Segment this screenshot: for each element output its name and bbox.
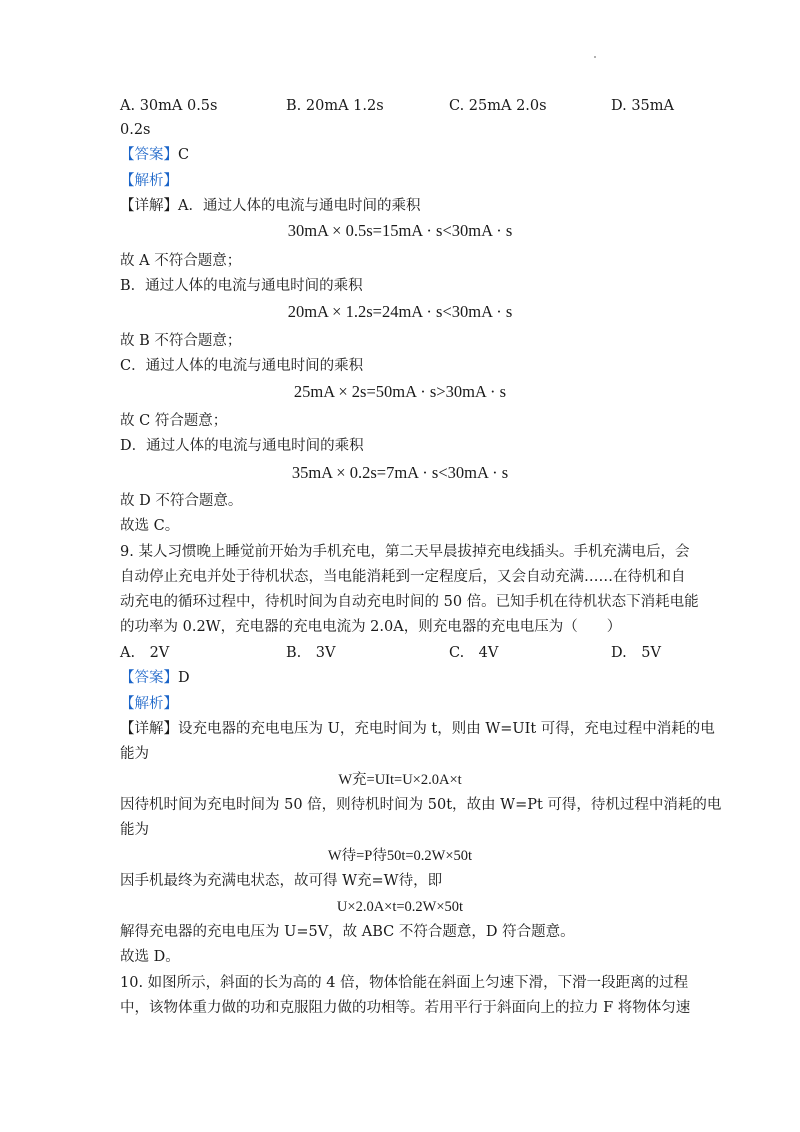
q9-detail xyxy=(120,719,715,739)
q8-conclusion-d: 故 D 不符合题意。 xyxy=(120,493,243,509)
q9-answer xyxy=(120,668,190,688)
q10-stem-line: 10. 如图所示，斜面的长为高的 4 倍，物体恰能在斜面上匀速下滑，下滑一段距离的过程 xyxy=(120,975,689,991)
page-mark xyxy=(594,56,596,58)
q9-detail-line: 能为 xyxy=(120,822,149,838)
detail-text: 设充电器的充电电压为 U，充电时间为 t，则由 W=UIt 可得，充电过程中消耗的电 xyxy=(178,721,715,737)
q8-option-d: D. 35mA xyxy=(611,98,674,114)
q8-option-a: A. 30mA 0.5s xyxy=(120,98,218,114)
q8-conclusion-c: 故 C 符合题意； xyxy=(120,413,228,429)
detail-tag: 【详解】 xyxy=(120,721,178,737)
q8-text-d: D．通过人体的电流与通电时间的乘积 xyxy=(120,438,364,454)
q8-text-b: B．通过人体的电流与通电时间的乘积 xyxy=(120,278,363,294)
q9-detail-line: 能为 xyxy=(120,746,149,762)
q9-option-a: A. 2V xyxy=(120,645,170,661)
q9-option-c: C. 4V xyxy=(449,645,499,661)
q9-equation-3: U×2.0A×t=0.2W×50t xyxy=(336,899,464,915)
q8-option-c: C. 25mA 2.0s xyxy=(449,98,547,114)
q9-final: 故选 D。 xyxy=(120,949,180,965)
q8-equation-b: 20mA × 1.2s=24mA · s<30mA · s xyxy=(287,302,513,321)
q8-conclusion-a: 故 A 不符合题意； xyxy=(120,253,242,269)
q8-text-c: C．通过人体的电流与通电时间的乘积 xyxy=(120,358,364,374)
q8-detail-a xyxy=(120,196,420,216)
detail-text: A．通过人体的电流与通电时间的乘积 xyxy=(178,198,421,214)
q8-answer xyxy=(120,145,189,165)
answer-tag: 【答案】 xyxy=(120,147,178,163)
q9-equation-1: W充=UIt=U×2.0A×t xyxy=(338,772,462,788)
q8-conclusion-b: 故 B 不符合题意； xyxy=(120,333,242,349)
q9-option-b: B. 3V xyxy=(286,645,336,661)
q9-stem-line: 9. 某人习惯晚上睡觉前开始为手机充电，第二天早晨拔掉充电线插头。手机充满电后，会 xyxy=(120,544,690,560)
q9-stem-line: 的功率为 0.2W，充电器的充电电流为 2.0A，则充电器的充电电压为（ ） xyxy=(120,619,622,635)
q9-detail-line: 因手机最终为充满电状态，故可得 W充=W待，即 xyxy=(120,873,443,889)
answer-tag: 【答案】 xyxy=(120,670,178,686)
q8-analysis-tag: 【解析】 xyxy=(120,173,178,189)
q8-equation-a: 30mA × 0.5s=15mA · s<30mA · s xyxy=(287,221,513,240)
q8-equation-c: 25mA × 2s=50mA · s>30mA · s xyxy=(293,382,507,401)
q8-option-d-continued: 0.2s xyxy=(120,122,151,138)
q9-analysis-tag: 【解析】 xyxy=(120,696,178,712)
q8-final: 故选 C。 xyxy=(120,518,180,534)
q9-stem-line: 自动停止充电并处于待机状态，当电能消耗到一定程度后，又会自动充满……在待机和自 xyxy=(120,569,686,585)
answer-value: C xyxy=(178,147,190,163)
q9-detail-line: 解得充电器的充电电压为 U=5V，故 ABC 不符合题意，D 符合题意。 xyxy=(120,924,575,940)
q9-option-d: D. 5V xyxy=(611,645,661,661)
q8-equation-d: 35mA × 0.2s=7mA · s<30mA · s xyxy=(291,463,509,482)
detail-tag: 【详解】 xyxy=(120,198,178,214)
answer-value: D xyxy=(178,670,190,686)
q9-detail-line: 因待机时间为充电时间为 50 倍，则待机时间为 50t，故由 W=Pt 可得，待机过程中消耗的电 xyxy=(120,797,722,813)
q9-equation-2: W待=P待50t=0.2W×50t xyxy=(327,848,473,864)
q9-stem-line: 动充电的循环过程中，待机时间为自动充电时间的 50 倍。已知手机在待机状态下消耗电能 xyxy=(120,594,699,610)
q10-stem-line: 中，该物体重力做的功和克服阻力做的功相等。若用平行于斜面向上的拉力 F 将物体匀速 xyxy=(120,1000,691,1016)
q8-option-b: B. 20mA 1.2s xyxy=(286,98,384,114)
